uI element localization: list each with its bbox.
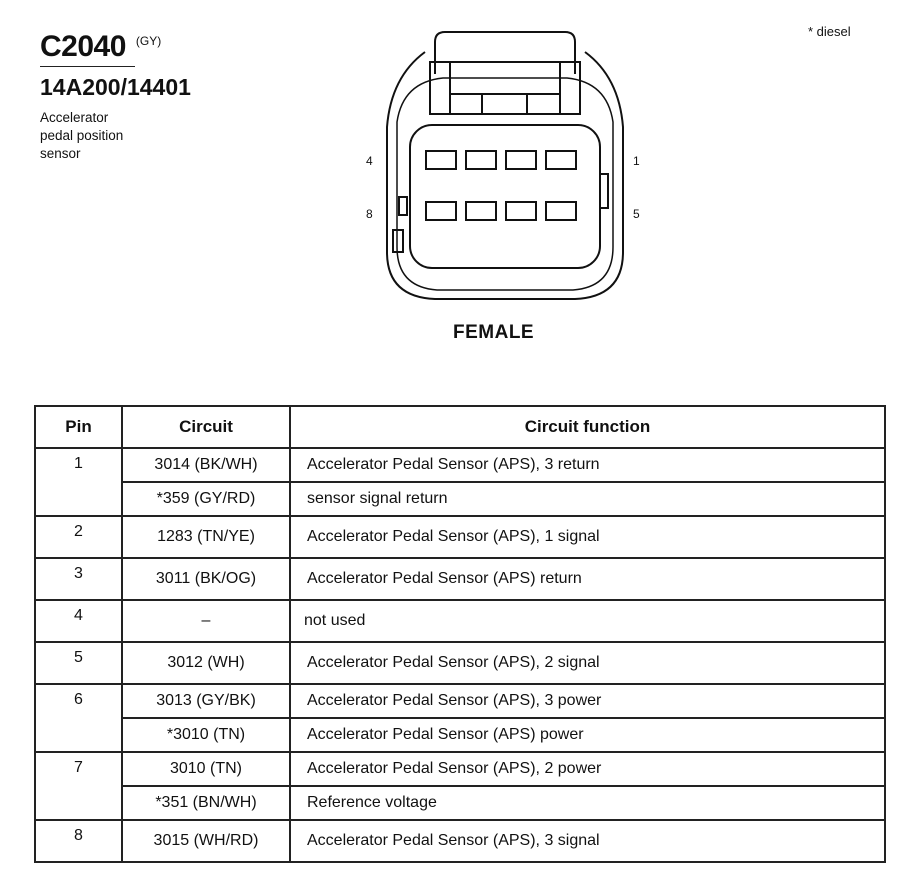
pin-label-1: 1 [633,154,640,168]
pin-cavity [506,151,536,169]
function-cell: Accelerator Pedal Sensor (APS), 2 power [290,752,885,786]
description-line: pedal position [40,128,124,143]
connector-id: C2040 [40,30,126,63]
table-row [35,482,885,516]
function-cell: Accelerator Pedal Sensor (APS) return [290,558,885,600]
table-row [35,718,885,752]
header-function: Circuit function [290,406,885,448]
part-number: 14A200/14401 [40,74,191,100]
pin-cavity [426,202,456,220]
pin-number: 3 [35,558,122,600]
pin-number: 2 [35,516,122,558]
pin-cavity [466,202,496,220]
function-cell: Accelerator Pedal Sensor (APS), 3 return [290,448,885,482]
circuit-cell: 3013 (GY/BK) [122,684,290,718]
circuit-cell: 1283 (TN/YE) [122,516,290,558]
table-row [35,820,885,862]
table-row [35,516,885,558]
pin-number: 4 [35,600,122,642]
function-cell: Accelerator Pedal Sensor (APS), 2 signal [290,642,885,684]
circuit-cell: – [122,600,290,642]
circuit-cell: *351 (BN/WH) [122,786,290,820]
pin-number: 7 [35,752,122,820]
table-row [35,786,885,820]
circuit-cell: 3010 (TN) [122,752,290,786]
pin-table [34,405,886,863]
connector-id-line [40,30,191,64]
connector-description [40,109,191,163]
pin-cavity [426,151,456,169]
pin-cavity [546,202,576,220]
pin-label-5: 5 [633,207,640,221]
diesel-note: * diesel [808,24,851,39]
connector-face [410,125,600,268]
table-header-row [35,406,885,448]
table-row [35,684,885,718]
header-pin: Pin [35,406,122,448]
polarization-key [600,174,608,208]
polarization-key [399,197,407,215]
pin-number: 5 [35,642,122,684]
circuit-cell: *3010 (TN) [122,718,290,752]
function-cell: not used [290,600,885,642]
circuit-cell: *359 (GY/RD) [122,482,290,516]
pin-label-8: 8 [366,207,373,221]
connector-title-block [40,30,191,163]
table-row [35,448,885,482]
connector-gender-label: FEMALE [453,322,535,343]
pin-number: 8 [35,820,122,862]
circuit-cell: 3014 (BK/WH) [122,448,290,482]
pin-number: 6 [35,684,122,752]
title-divider [40,66,135,67]
function-cell: Accelerator Pedal Sensor (APS) power [290,718,885,752]
pin-cavity [466,151,496,169]
circuit-cell: 3015 (WH/RD) [122,820,290,862]
pin-cavity [506,202,536,220]
table-row [35,558,885,600]
header-circuit: Circuit [122,406,290,448]
pin-cavity [546,151,576,169]
description-line: Accelerator [40,110,109,125]
pin-label-4: 4 [366,154,373,168]
function-cell: Accelerator Pedal Sensor (APS), 1 signal [290,516,885,558]
function-cell: Reference voltage [290,786,885,820]
connector-latch [435,32,575,74]
table-row [35,642,885,684]
table-row [35,752,885,786]
circuit-cell: 3012 (WH) [122,642,290,684]
function-cell: Accelerator Pedal Sensor (APS), 3 signal [290,820,885,862]
function-cell: sensor signal return [290,482,885,516]
pin-table-body [35,448,885,862]
connector-color: (GY) [135,34,162,48]
circuit-cell: 3011 (BK/OG) [122,558,290,600]
description-line: sensor [40,146,81,161]
function-cell: Accelerator Pedal Sensor (APS), 3 power [290,684,885,718]
connector-housing [387,52,623,299]
latch-window [430,62,580,114]
table-row [35,600,885,642]
pin-number: 1 [35,448,122,516]
polarization-key [393,230,403,252]
connector-face-diagram [355,22,655,312]
